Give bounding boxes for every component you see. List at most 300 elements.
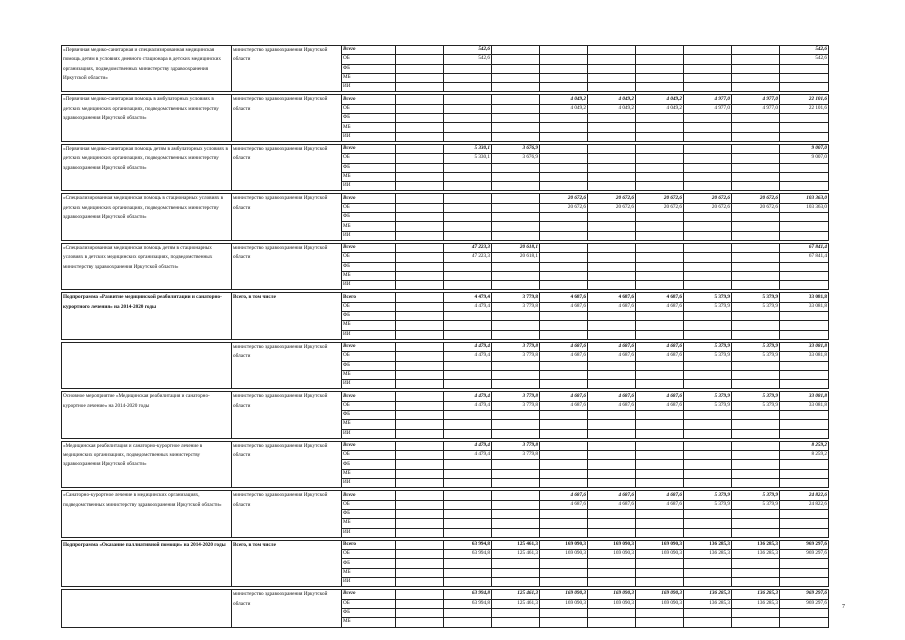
funding-source: МБ — [342, 370, 396, 379]
funding-source: ФБ — [342, 64, 396, 73]
amount-cell — [444, 123, 492, 132]
amount-cell — [540, 568, 588, 577]
amount-cell: 4 687,6 — [588, 401, 636, 410]
amount-cell: 4 687,6 — [540, 352, 588, 361]
blank-cell — [396, 380, 444, 389]
amount-cell — [492, 281, 540, 290]
amount-cell: 4 479,4 — [444, 302, 492, 311]
amount-cell — [732, 213, 780, 222]
amount-cell — [732, 46, 780, 55]
amount-cell — [636, 370, 684, 379]
amount-cell: 169 090,3 — [540, 540, 588, 549]
amount-cell: 4 687,6 — [540, 293, 588, 302]
amount-cell — [780, 182, 829, 191]
amount-cell: 969 297,6 — [780, 550, 829, 559]
amount-cell — [588, 321, 636, 330]
amount-cell: 136 285,3 — [684, 599, 732, 608]
amount-cell — [444, 519, 492, 528]
funding-source: ИИ — [342, 330, 396, 339]
amount-cell — [492, 172, 540, 181]
amount-cell — [444, 500, 492, 509]
executor-name: министерство здравоохранения Иркутской области — [232, 342, 342, 388]
amount-cell — [492, 203, 540, 212]
blank-cell — [396, 302, 444, 311]
amount-cell — [732, 132, 780, 141]
amount-cell — [684, 231, 732, 240]
amount-cell — [732, 123, 780, 132]
blank-cell — [396, 104, 444, 113]
amount-cell — [636, 55, 684, 64]
amount-cell — [732, 608, 780, 617]
blank-cell — [396, 392, 444, 401]
amount-cell — [732, 441, 780, 450]
blank-cell — [396, 123, 444, 132]
amount-cell — [732, 420, 780, 429]
funding-source: ИИ — [342, 231, 396, 240]
amount-cell: 4 687,6 — [540, 302, 588, 311]
amount-cell — [444, 262, 492, 271]
funding-source: Всего — [342, 95, 396, 104]
amount-cell — [636, 73, 684, 82]
program-name: «Специализированная медицинская помощь детям в стационарных условиях в детских медицинских организациях, подведомственных министерству здравоохранения Иркутской области» — [62, 243, 232, 289]
amount-cell — [732, 55, 780, 64]
amount-cell — [540, 460, 588, 469]
amount-cell — [588, 271, 636, 280]
amount-cell: 47 223,3 — [444, 243, 492, 252]
amount-cell: 5 379,9 — [732, 401, 780, 410]
amount-cell — [780, 64, 829, 73]
amount-cell — [492, 163, 540, 172]
executor-name: министерство здравоохранения Иркутской области — [232, 46, 342, 92]
amount-cell — [732, 410, 780, 419]
blank-cell — [396, 182, 444, 191]
amount-cell — [780, 608, 829, 617]
blank-cell — [396, 203, 444, 212]
amount-cell: 8 259,2 — [780, 451, 829, 460]
amount-cell: 33 081,8 — [780, 302, 829, 311]
amount-cell — [732, 321, 780, 330]
amount-cell — [732, 361, 780, 370]
amount-cell — [588, 243, 636, 252]
amount-cell — [684, 578, 732, 587]
amount-cell: 22 101,6 — [780, 95, 829, 104]
amount-cell: 4 687,6 — [588, 293, 636, 302]
amount-cell — [588, 460, 636, 469]
amount-cell: 4 687,6 — [636, 302, 684, 311]
funding-source: ИИ — [342, 429, 396, 438]
amount-cell — [492, 123, 540, 132]
amount-cell: 4 977,0 — [684, 95, 732, 104]
amount-cell — [444, 132, 492, 141]
amount-cell — [588, 114, 636, 123]
amount-cell — [780, 222, 829, 231]
amount-cell — [444, 312, 492, 321]
amount-cell: 3 779,8 — [492, 441, 540, 450]
amount-cell: 3 779,8 — [492, 352, 540, 361]
amount-cell — [492, 271, 540, 280]
amount-cell — [684, 312, 732, 321]
amount-cell — [588, 55, 636, 64]
amount-cell — [684, 420, 732, 429]
amount-cell — [684, 528, 732, 537]
amount-cell — [588, 222, 636, 231]
blank-cell — [396, 410, 444, 419]
amount-cell — [492, 104, 540, 113]
funding-source: ФБ — [342, 262, 396, 271]
amount-cell — [588, 213, 636, 222]
amount-cell: 3 779,8 — [492, 342, 540, 351]
amount-cell: 20 672,6 — [732, 194, 780, 203]
amount-cell: 136 285,3 — [684, 550, 732, 559]
amount-cell — [732, 281, 780, 290]
program-name — [62, 342, 232, 388]
funding-source: Всего — [342, 491, 396, 500]
funding-source: ОБ — [342, 550, 396, 559]
amount-cell: 5 379,9 — [732, 352, 780, 361]
amount-cell: 4 687,6 — [540, 392, 588, 401]
amount-cell — [780, 123, 829, 132]
blank-cell — [396, 55, 444, 64]
blank-cell — [396, 321, 444, 330]
amount-cell — [780, 410, 829, 419]
amount-cell — [540, 64, 588, 73]
funding-source: ФБ — [342, 559, 396, 568]
amount-cell — [540, 618, 588, 627]
amount-cell — [732, 83, 780, 92]
blank-cell — [396, 460, 444, 469]
amount-cell — [540, 451, 588, 460]
amount-cell — [636, 213, 684, 222]
amount-cell: 5 330,1 — [444, 154, 492, 163]
funding-source: ФБ — [342, 608, 396, 617]
amount-cell — [588, 154, 636, 163]
amount-cell: 4 687,6 — [588, 491, 636, 500]
amount-cell — [636, 519, 684, 528]
amount-cell: 3 779,8 — [492, 302, 540, 311]
amount-cell — [444, 114, 492, 123]
program-name — [62, 590, 232, 627]
amount-cell — [684, 370, 732, 379]
amount-cell — [684, 469, 732, 478]
amount-cell — [780, 312, 829, 321]
blank-cell — [396, 95, 444, 104]
amount-cell — [684, 361, 732, 370]
amount-cell: 125 461,3 — [492, 599, 540, 608]
amount-cell — [492, 410, 540, 419]
amount-cell: 5 379,9 — [732, 342, 780, 351]
amount-cell: 542,6 — [444, 46, 492, 55]
blank-cell — [396, 262, 444, 271]
program-name: «Медицинская реабилитация и санаторно-курортное лечение в медицинских организациях, подведомственных министерству здравоохранения Иркутской области» — [62, 441, 232, 487]
blank-cell — [396, 352, 444, 361]
amount-cell — [588, 608, 636, 617]
amount-cell — [684, 519, 732, 528]
amount-cell — [684, 568, 732, 577]
amount-cell — [732, 460, 780, 469]
amount-cell: 9 007,0 — [780, 144, 829, 153]
page-number: 7 — [842, 604, 845, 610]
amount-cell: 136 285,3 — [732, 550, 780, 559]
amount-cell: 5 379,9 — [684, 500, 732, 509]
amount-cell: 33 081,8 — [780, 392, 829, 401]
amount-cell: 169 090,3 — [636, 550, 684, 559]
amount-cell — [732, 578, 780, 587]
amount-cell — [444, 469, 492, 478]
amount-cell — [588, 429, 636, 438]
amount-cell: 4 687,6 — [540, 401, 588, 410]
amount-cell — [780, 262, 829, 271]
amount-cell — [732, 154, 780, 163]
blank-cell — [396, 441, 444, 450]
amount-cell — [540, 420, 588, 429]
amount-cell — [444, 271, 492, 280]
amount-cell — [780, 469, 829, 478]
amount-cell: 136 285,3 — [732, 590, 780, 599]
funding-source: ФБ — [342, 114, 396, 123]
amount-cell — [636, 253, 684, 262]
amount-cell — [780, 271, 829, 280]
amount-cell: 169 090,3 — [588, 599, 636, 608]
amount-cell: 3 779,8 — [492, 451, 540, 460]
amount-cell — [780, 559, 829, 568]
amount-cell: 4 687,6 — [588, 392, 636, 401]
amount-cell: 5 379,9 — [684, 342, 732, 351]
amount-cell: 4 977,0 — [732, 104, 780, 113]
amount-cell — [444, 213, 492, 222]
amount-cell — [636, 410, 684, 419]
amount-cell — [588, 361, 636, 370]
amount-cell — [540, 271, 588, 280]
funding-source: ОБ — [342, 203, 396, 212]
amount-cell: 5 330,1 — [444, 144, 492, 153]
amount-cell: 4 049,2 — [636, 104, 684, 113]
amount-cell — [444, 361, 492, 370]
amount-cell — [780, 479, 829, 488]
amount-cell — [492, 380, 540, 389]
table-row — [62, 491, 829, 500]
amount-cell — [684, 271, 732, 280]
amount-cell — [540, 243, 588, 252]
amount-cell: 4 687,6 — [540, 500, 588, 509]
amount-cell — [732, 370, 780, 379]
amount-cell — [636, 262, 684, 271]
amount-cell — [540, 253, 588, 262]
amount-cell — [444, 618, 492, 627]
amount-cell — [492, 479, 540, 488]
funding-source: ФБ — [342, 410, 396, 419]
blank-cell — [396, 479, 444, 488]
amount-cell: 4 687,6 — [588, 342, 636, 351]
amount-cell: 3 676,9 — [492, 144, 540, 153]
blank-cell — [396, 213, 444, 222]
amount-cell — [636, 509, 684, 518]
amount-cell — [732, 172, 780, 181]
blank-cell — [396, 519, 444, 528]
blank-cell — [396, 550, 444, 559]
amount-cell: 20 618,1 — [492, 253, 540, 262]
amount-cell — [492, 83, 540, 92]
blank-cell — [396, 568, 444, 577]
amount-cell — [684, 123, 732, 132]
amount-cell — [684, 154, 732, 163]
funding-source: ФБ — [342, 312, 396, 321]
blank-cell — [396, 83, 444, 92]
amount-cell — [732, 243, 780, 252]
amount-cell — [684, 182, 732, 191]
amount-cell — [588, 281, 636, 290]
program-name: «Первичная медико-санитарная и специализированная медицинская помощь детям в условиях дневного стационара в детских медицинских организациях, подведомственных министерству здравоохранения Иркутской области» — [62, 46, 232, 92]
amount-cell — [588, 330, 636, 339]
executor-name: министерство здравоохранения Иркутской области — [232, 144, 342, 190]
amount-cell — [540, 312, 588, 321]
amount-cell — [732, 114, 780, 123]
amount-cell — [684, 163, 732, 172]
amount-cell: 136 285,3 — [732, 540, 780, 549]
amount-cell: 4 049,2 — [588, 95, 636, 104]
blank-cell — [396, 73, 444, 82]
amount-cell — [780, 83, 829, 92]
table-row — [62, 243, 829, 252]
amount-cell — [444, 528, 492, 537]
amount-cell — [684, 262, 732, 271]
funding-source: ИИ — [342, 380, 396, 389]
amount-cell: 125 461,3 — [492, 550, 540, 559]
amount-cell — [492, 182, 540, 191]
amount-cell: 33 081,8 — [780, 342, 829, 351]
amount-cell — [636, 172, 684, 181]
amount-cell — [636, 420, 684, 429]
amount-cell — [540, 231, 588, 240]
blank-cell — [396, 330, 444, 339]
funding-source: ОБ — [342, 500, 396, 509]
amount-cell: 136 285,3 — [684, 540, 732, 549]
amount-cell — [444, 182, 492, 191]
blank-cell — [396, 528, 444, 537]
blank-cell — [396, 509, 444, 518]
amount-cell — [732, 64, 780, 73]
funding-source: ИИ — [342, 83, 396, 92]
amount-cell: 5 379,9 — [732, 302, 780, 311]
amount-cell: 4 687,6 — [588, 352, 636, 361]
amount-cell — [588, 380, 636, 389]
amount-cell — [732, 568, 780, 577]
program-name: «Специализированная медицинская помощь в стационарных условиях в детских медицинских организациях, подведомственных министерству здравоохранения Иркутской области» — [62, 194, 232, 240]
amount-cell — [636, 154, 684, 163]
amount-cell — [540, 429, 588, 438]
amount-cell — [780, 321, 829, 330]
amount-cell: 20 618,1 — [492, 243, 540, 252]
amount-cell — [684, 410, 732, 419]
amount-cell — [636, 243, 684, 252]
amount-cell — [636, 361, 684, 370]
program-name: «Санаторно-курортное лечение в медицинских организациях, подведомственных министерству здравоохранения Иркутской области» — [62, 491, 232, 537]
amount-cell: 4 479,4 — [444, 293, 492, 302]
amount-cell: 4 687,6 — [636, 401, 684, 410]
amount-cell — [732, 451, 780, 460]
blank-cell — [396, 132, 444, 141]
amount-cell — [588, 528, 636, 537]
funding-source: Всего — [342, 46, 396, 55]
amount-cell — [492, 578, 540, 587]
amount-cell — [636, 618, 684, 627]
amount-cell — [732, 618, 780, 627]
amount-cell — [540, 330, 588, 339]
funding-source: ИИ — [342, 528, 396, 537]
amount-cell — [780, 370, 829, 379]
amount-cell — [540, 608, 588, 617]
amount-cell — [684, 243, 732, 252]
blank-cell — [396, 253, 444, 262]
amount-cell — [588, 64, 636, 73]
amount-cell — [444, 420, 492, 429]
amount-cell — [732, 231, 780, 240]
amount-cell — [588, 312, 636, 321]
amount-cell: 3 779,8 — [492, 401, 540, 410]
blank-cell — [396, 401, 444, 410]
amount-cell — [492, 262, 540, 271]
amount-cell — [684, 172, 732, 181]
funding-source: ОБ — [342, 104, 396, 113]
amount-cell — [492, 559, 540, 568]
amount-cell: 4 687,6 — [636, 293, 684, 302]
amount-cell — [732, 144, 780, 153]
amount-cell — [492, 194, 540, 203]
amount-cell — [732, 222, 780, 231]
executor-name: министерство здравоохранения Иркутской области — [232, 392, 342, 438]
amount-cell: 4 687,6 — [636, 500, 684, 509]
amount-cell: 125 461,3 — [492, 590, 540, 599]
amount-cell — [732, 509, 780, 518]
amount-cell — [636, 231, 684, 240]
funding-source: ФБ — [342, 361, 396, 370]
funding-source: ИИ — [342, 281, 396, 290]
amount-cell: 103 363,0 — [780, 203, 829, 212]
amount-cell — [732, 528, 780, 537]
executor-name: министерство здравоохранения Иркутской области — [232, 590, 342, 627]
amount-cell: 20 672,6 — [540, 194, 588, 203]
amount-cell — [684, 64, 732, 73]
amount-cell — [732, 163, 780, 172]
amount-cell: 4 687,6 — [636, 342, 684, 351]
amount-cell — [588, 123, 636, 132]
amount-cell — [540, 114, 588, 123]
amount-cell — [540, 479, 588, 488]
amount-cell: 67 841,4 — [780, 253, 829, 262]
executor-name: Всего, в том числе — [232, 293, 342, 339]
amount-cell — [780, 509, 829, 518]
amount-cell — [444, 64, 492, 73]
amount-cell — [780, 281, 829, 290]
amount-cell — [732, 253, 780, 262]
amount-cell: 125 461,3 — [492, 540, 540, 549]
amount-cell — [732, 479, 780, 488]
amount-cell — [780, 132, 829, 141]
amount-cell: 3 779,8 — [492, 392, 540, 401]
amount-cell: 5 379,9 — [684, 293, 732, 302]
amount-cell: 20 672,6 — [684, 203, 732, 212]
amount-cell — [540, 213, 588, 222]
amount-cell — [636, 429, 684, 438]
amount-cell — [780, 361, 829, 370]
amount-cell: 4 977,0 — [684, 104, 732, 113]
amount-cell — [588, 253, 636, 262]
blank-cell — [396, 231, 444, 240]
program-name: Подпрограмма «Оказание паллиативной помощи» на 2014-2020 годы — [62, 540, 232, 586]
amount-cell — [588, 509, 636, 518]
amount-cell: 63 994,8 — [444, 540, 492, 549]
funding-source: Всего — [342, 441, 396, 450]
amount-cell — [684, 380, 732, 389]
